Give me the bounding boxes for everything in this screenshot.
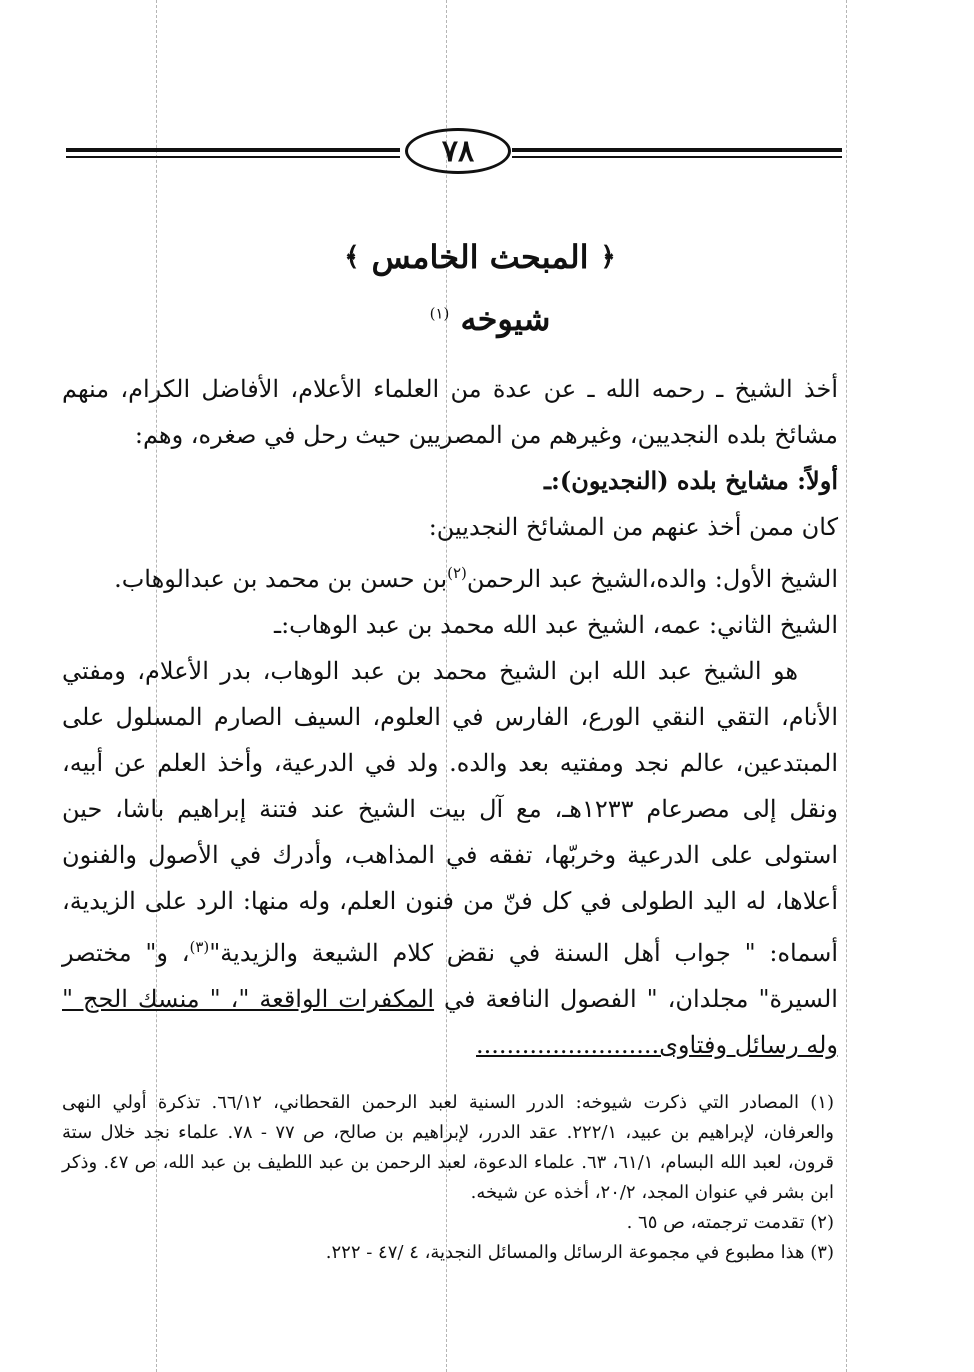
scan-guide-line — [846, 0, 847, 1372]
footnote: (٣) هذا مطبوع في مجموعة الرسائل والمسائل النجدية، ٤ /٤٧ - ٢٢٢. — [325, 1242, 834, 1263]
text-run: بن حسن بن محمد بن عبدالوهاب. — [114, 565, 448, 593]
footnote-marker: (٣) — [189, 938, 210, 956]
section-title — [240, 232, 720, 282]
paragraph: أخذ الشيخ ـ رحمه الله ـ عن عدة من العلماء الأعلام، الأفاضل الكرام، منهم مشائخ بلده النجديين، وغيرهم من المصريين حيث رحل في صغره، وهم: — [62, 375, 838, 449]
body-text — [62, 366, 838, 1068]
footnote: (١) المصادر التي ذكرت شيوخه: الدرر السنية لعبد الرحمن القحطاني، ٦٦/١٢. تذكرة أولي النهى والعرفان، لإبراهيم بن عبيد، ٢٢٢/١. عقد الدرر، لإبراهيم بن صالح، ص ٧٧ - ٧٨. علماء نجد خلال ستة قرون، لعبد الله البسام، ٦١/١، ٦٣. علماء الدعوة، لعبد الرحمن بن عبد اللطيف بن عبد الله، ص ٤٧. وذكر ابن بشر في عنوان المجد، ٢٠/٢، أخذه عن شيخه. — [62, 1092, 835, 1203]
paragraph: الشيخ الثاني: عمه، الشيخ عبد الله محمد بن عبد الوهاب:ـ — [274, 611, 838, 639]
text-run: هو الشيخ عبد الله ابن الشيخ محمد بن عبد الوهاب، بدر الأعلام، ومفتي الأنام، التقي النقي الورع، الفارس في العلوم، السيف الصارم المسلول على المبتدعين، عالم نجد ومفتيه بعد والده. ولد في الدرعية، وأخذ العلم عن أبيه، ونقل إلى مصرعام ١٢٣٣هـ، مع آل بيت الشيخ عند فتنة إبراهيم باشا، حين استولى على الدرعية وخربّها، تفقه في المذاهب، وأدرك في الأصول والفنون أعلاها، له اليد الطولى في كل فنّ من فنون العلم، وله منها: الرد على الزيدية، أسماه: " جواب أهل السنة في نقض كلام الشيعة والزيدية" — [62, 657, 839, 967]
section-title-text: المبحث الخامس — [371, 238, 589, 276]
header-rule-right — [512, 148, 842, 160]
footnote-marker: (٢) — [447, 564, 467, 582]
paragraph — [62, 648, 838, 1068]
paragraph-heading: أولاً: مشايخ بلده (النجديون):ـ — [543, 466, 838, 495]
underlined-line: المكفرات الواقعة "، " منسك الحج " وله رسائل وفتاوى........................ — [62, 985, 838, 1059]
footnote-marker: (١) — [429, 304, 450, 323]
paragraph — [62, 550, 838, 602]
footnotes — [62, 1088, 834, 1268]
ornament-bracket: ﴾ — [344, 242, 360, 272]
paragraph: كان ممن أخذ عنهم من المشائخ النجديين: — [428, 513, 838, 541]
page-number: ٧٨ — [405, 128, 511, 174]
text-run: الشيخ الأول: والده،الشيخ عبد الرحمن — [466, 565, 838, 593]
section-subtitle — [340, 300, 640, 350]
footnote: (٢) تقدمت ترجمته، ص ٦٥ . — [626, 1212, 834, 1233]
header-rule-left — [66, 148, 400, 160]
ornament-bracket: ﴿ — [600, 242, 616, 272]
subtitle-text: شيوخه — [460, 300, 551, 338]
text-run: ، و" مختصر السيرة" مجلدان، " الفصول النافعة في — [62, 939, 838, 1013]
